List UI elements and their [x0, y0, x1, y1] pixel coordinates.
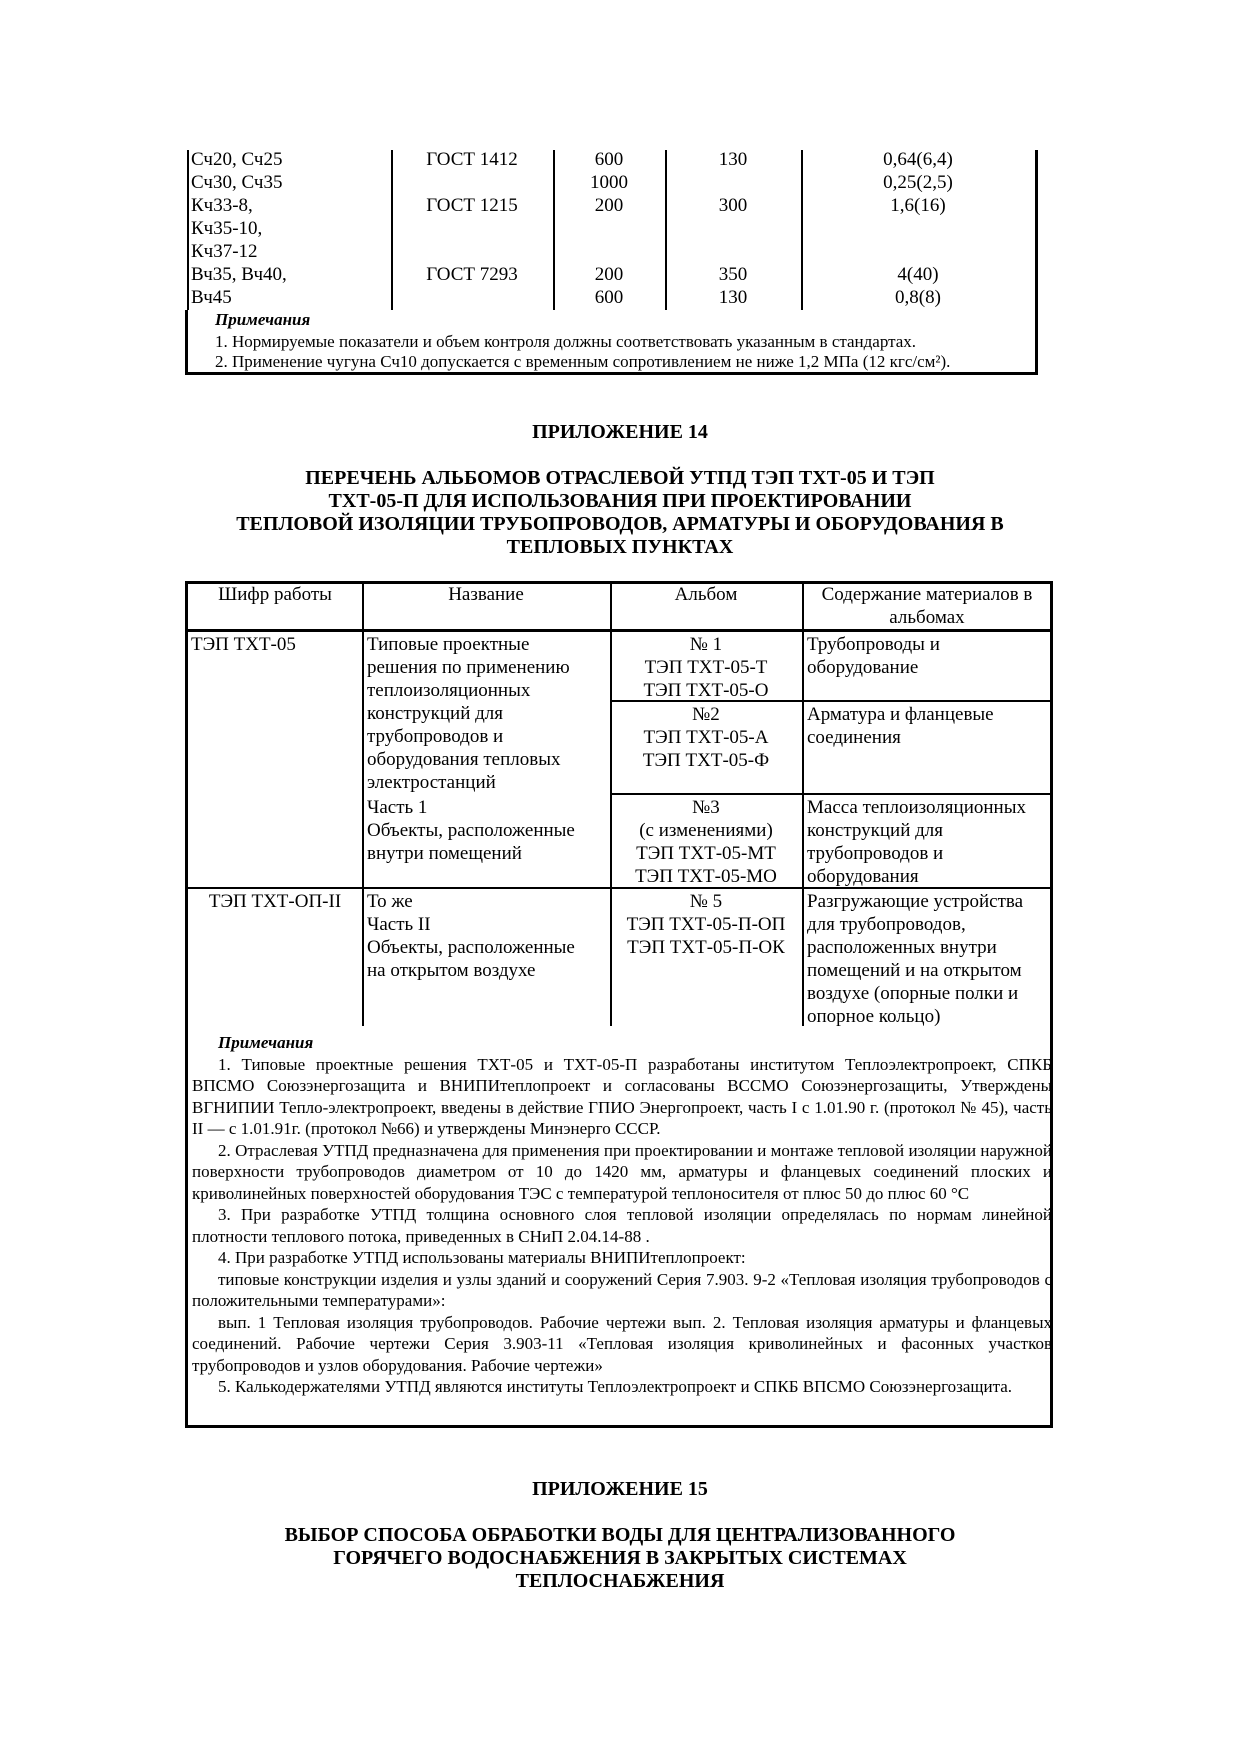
note: 1. Типовые проектные решения ТХТ-05 и ТХТ-05-П разработаны институтом Теплоэлектропроект, СПКБ ВПСМО Союзэнергозащита и ВНИПИтеплопроект и согласованы ВССМО Союзэнергозащиты, Утверждены ВГНИПИИ Тепло-электропроект, введены в действие ГПИО Энергопроект, часть I с 1.01.90 г. (протокол № 45), часть II — с 1.01.91г. (протокол №66) и утверждены Минэнерго СССР. — [192, 1054, 1052, 1138]
note: типовые конструкции изделия и узлы зданий и сооружений Серия 7.903. 9-2 «Тепловая изоляция трубопроводов с положительными температурами»: — [192, 1269, 1052, 1310]
notes-title: Примечания — [215, 310, 311, 329]
material-cell: Сч30, Сч35 — [191, 172, 283, 193]
header-name: Название — [448, 584, 524, 605]
value-cell: 300 — [718, 195, 748, 216]
pressure-cell: 4(40) — [897, 264, 939, 285]
value-cell: 130 — [718, 287, 748, 308]
value-cell: 350 — [718, 264, 748, 285]
header-content: Содержание материалов в — [821, 584, 1033, 605]
note: 4. При разработке УТПД использованы материалы ВНИПИтеплопроект: — [218, 1248, 746, 1267]
value-cell: 200 — [594, 195, 624, 216]
value-cell: 600 — [594, 149, 624, 170]
value-cell: 600 — [594, 287, 624, 308]
material-cell: Кч37-12 — [191, 241, 258, 262]
material-cell: Вч45 — [191, 287, 232, 308]
pressure-cell: 0,8(8) — [895, 287, 941, 308]
gost-cell: ГОСТ 7293 — [426, 264, 518, 285]
code-cell: ТЭП ТХТ-ОП-II — [208, 891, 342, 912]
header-content: альбомах — [889, 607, 965, 628]
pressure-cell: 0,25(2,5) — [883, 172, 953, 193]
appendix-14-label: ПРИЛОЖЕНИЕ 14 — [532, 421, 708, 443]
note: вып. 1 Тепловая изоляция трубопроводов. Рабочие чертежи вып. 2. Тепловая изоляция арматуры и фланцевых соединений. Рабочие чертежи Серия 3.903-11 «Тепловая изоляция криволинейных и фасонных участков трубопроводов и узлов оборудования. Рабочие чертежи» — [192, 1312, 1052, 1375]
value-cell: 1000 — [590, 172, 628, 193]
material-cell: Вч35, Вч40, — [191, 264, 287, 285]
albums-notes — [192, 1032, 1052, 1398]
note: 5. Калькодержателями УТПД являются институты Теплоэлектропроект и СПКБ ВПСМО Союзэнергозащита. — [218, 1377, 1013, 1396]
note: 3. При разработке УТПД толщина основного слоя тепловой изоляции определялась по нормам линейной плотности теплового потока, приведенных в СНиП 2.04.14-88 . — [192, 1205, 1052, 1246]
material-cell: Сч20, Сч25 — [191, 149, 283, 170]
pressure-cell: 0,64(6,4) — [883, 149, 953, 170]
note: 2. Отраслевая УТПД предназначена для применения при проектировании и монтаже тепловой изоляции наружной поверхности трубопроводов диаметром от 10 до 1420 мм, арматуры и фланцевых соединений плоских и криволинейных поверхностей оборудования ТЭС с температурой теплоносителя от плюс 50 до плюс 60 °С — [192, 1140, 1052, 1203]
gost-cell: ГОСТ 1412 — [426, 149, 518, 170]
material-cell: Кч33-8, — [191, 195, 253, 216]
value-cell: 130 — [718, 149, 748, 170]
notes-title: Примечания — [218, 1033, 314, 1052]
appendix-15-label: ПРИЛОЖЕНИЕ 15 — [532, 1478, 708, 1500]
value-cell: 200 — [594, 264, 624, 285]
code-cell: ТЭП ТХТ-05 — [191, 634, 296, 655]
pressure-cell: 1,6(16) — [890, 195, 946, 216]
header-album: Альбом — [674, 584, 738, 605]
header-code: Шифр работы — [218, 584, 332, 605]
gost-cell: ГОСТ 1215 — [426, 195, 518, 216]
note: 1. Нормируемые показатели и объем контроля должны соответствовать указанным в стандартах. — [215, 332, 917, 351]
material-cell: Кч35-10, — [191, 218, 263, 239]
note: 2. Применение чугуна Сч10 допускается с временным сопротивлением не ниже 1,2 МПа (12 кгс/см²). — [215, 352, 951, 371]
